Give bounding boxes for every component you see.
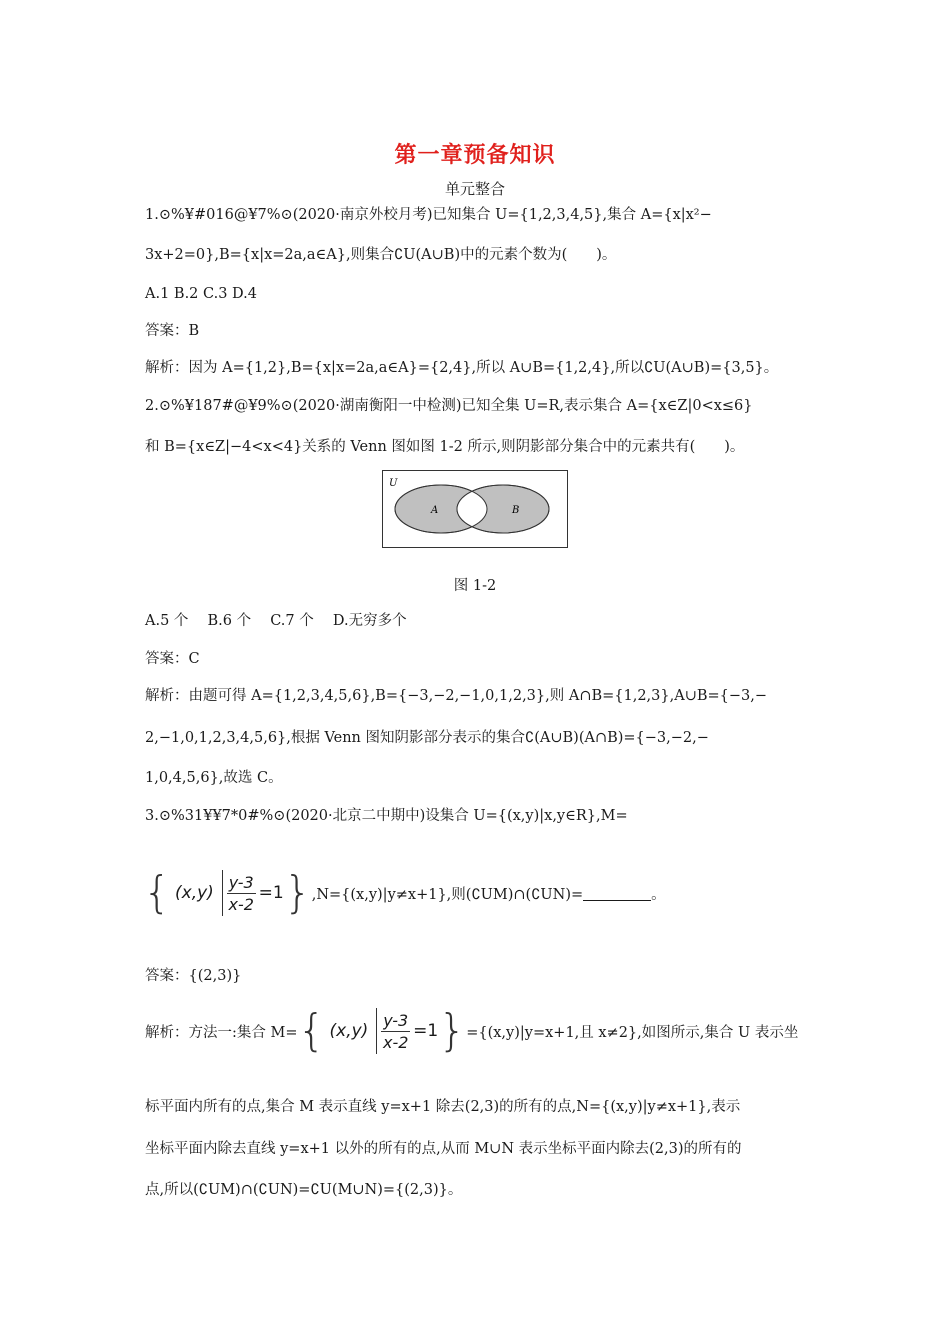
q3-analysis-after: ={(x,y)|y=x+1,且 x≠2},如图所示,集合 U 表示坐: [466, 1024, 799, 1041]
q3-answer: 答案：{(2,3)}: [145, 968, 242, 984]
venn-label-u: U: [389, 478, 398, 489]
q3-analysis-line2: 标平面内所有的点,集合 M 表示直线 y=x+1 除去(2,3)的所有的点,N={(x,y)|y≠x+1},表示: [145, 1099, 741, 1115]
q2-answer: 答案：C: [145, 651, 200, 667]
fraction-equals-2: =1: [413, 1021, 439, 1041]
q3-analysis-line4: 点,所以(∁UM)∩(∁UN)=∁U(M∪N)={(2,3)}。: [145, 1182, 463, 1198]
left-brace: {: [143, 867, 171, 918]
venn-label-a: A: [431, 505, 439, 516]
set-xy: (x,y): [175, 883, 214, 903]
q2-line2: 和 B={x∈Z|−4<x<4}关系的 Venn 图如图 1-2 所示,则阴影部分集合中的元素共有( )。: [145, 439, 745, 455]
answer-blank: [583, 886, 651, 901]
q2-line1: 2.⊙%¥187#@¥9%⊙(2020·湖南衡阳一中检测)已知全集 U=R,表示集合 A={x∈Z|0<x≤6}: [145, 398, 753, 414]
figure-caption: 图 1-2: [453, 578, 497, 594]
q1-options: A.1 B.2 C.3 D.4: [145, 286, 257, 302]
fraction-2: [381, 1011, 410, 1052]
q3-line2-text: ,N={(x,y)|y≠x+1},则(∁UM)∩(∁UN)=: [311, 886, 584, 903]
fraction-numerator: y-3: [228, 872, 254, 892]
section-subtitle: 单元整合: [444, 180, 505, 198]
fraction-denominator-2: x-2: [383, 1032, 409, 1052]
q3-line2-end: 。: [651, 886, 666, 903]
q2-analysis-line2: 2,−1,0,1,2,3,4,5,6},根据 Venn 图知阴影部分表示的集合∁(A∪B)(A∩B)={−3,−2,−: [145, 730, 709, 746]
q1-line1: 1.⊙%¥#016@¥7%⊙(2020·南京外校月考)已知集合 U={1,2,3,4,5},集合 A={x|x²−: [145, 207, 712, 223]
right-brace-2: }: [438, 1005, 467, 1056]
q2-analysis-line3: 1,0,4,5,6},故选 C。: [145, 770, 283, 786]
fraction-equals: =1: [258, 883, 284, 903]
q3-line1: 3.⊙%31¥¥7*0#%⊙(2020·北京二中期中)设集合 U={(x,y)|x,y∈R},M=: [145, 808, 628, 824]
q2-options: A.5 个 B.6 个 C.7 个 D.无穷多个: [145, 613, 407, 629]
set-m-definition: [143, 867, 666, 918]
q3-analysis-line3: 坐标平面内除去直线 y=x+1 以外的所有的点,从而 M∪N 表示坐标平面内除去(2,3)的所有的: [145, 1141, 742, 1157]
q1-answer: 答案：B: [145, 323, 200, 339]
q3-analysis-line1: [145, 1005, 799, 1056]
set-bar: [222, 870, 223, 916]
chapter-title: 第一章预备知识: [394, 142, 556, 168]
fraction-denominator: x-2: [228, 894, 254, 914]
right-brace: }: [283, 867, 312, 918]
q2-analysis-line1: 解析：由题可得 A={1,2,3,4,5,6},B={−3,−2,−1,0,1,2,3},则 A∩B={1,2,3},A∪B={−3,−: [145, 688, 768, 704]
venn-label-b: B: [512, 505, 520, 516]
fraction: [227, 873, 256, 914]
q1-line2: 3x+2=0},B={x|x=2a,a∈A},则集合∁U(A∪B)中的元素个数为( )。: [145, 247, 617, 263]
venn-diagram: [382, 470, 568, 550]
fraction-numerator-2: y-3: [383, 1010, 409, 1030]
left-brace-2: {: [297, 1005, 326, 1056]
q1-analysis: 解析：因为 A={1,2},B={x|x=2a,a∈A}={2,4},所以 A∪B={1,2,4},所以∁U(A∪B)={3,5}。: [145, 360, 779, 376]
q3-analysis-prefix: 解析：方法一:集合 M=: [145, 1024, 298, 1041]
set-bar-2: [376, 1008, 377, 1054]
set-xy-2: (x,y): [329, 1021, 369, 1041]
